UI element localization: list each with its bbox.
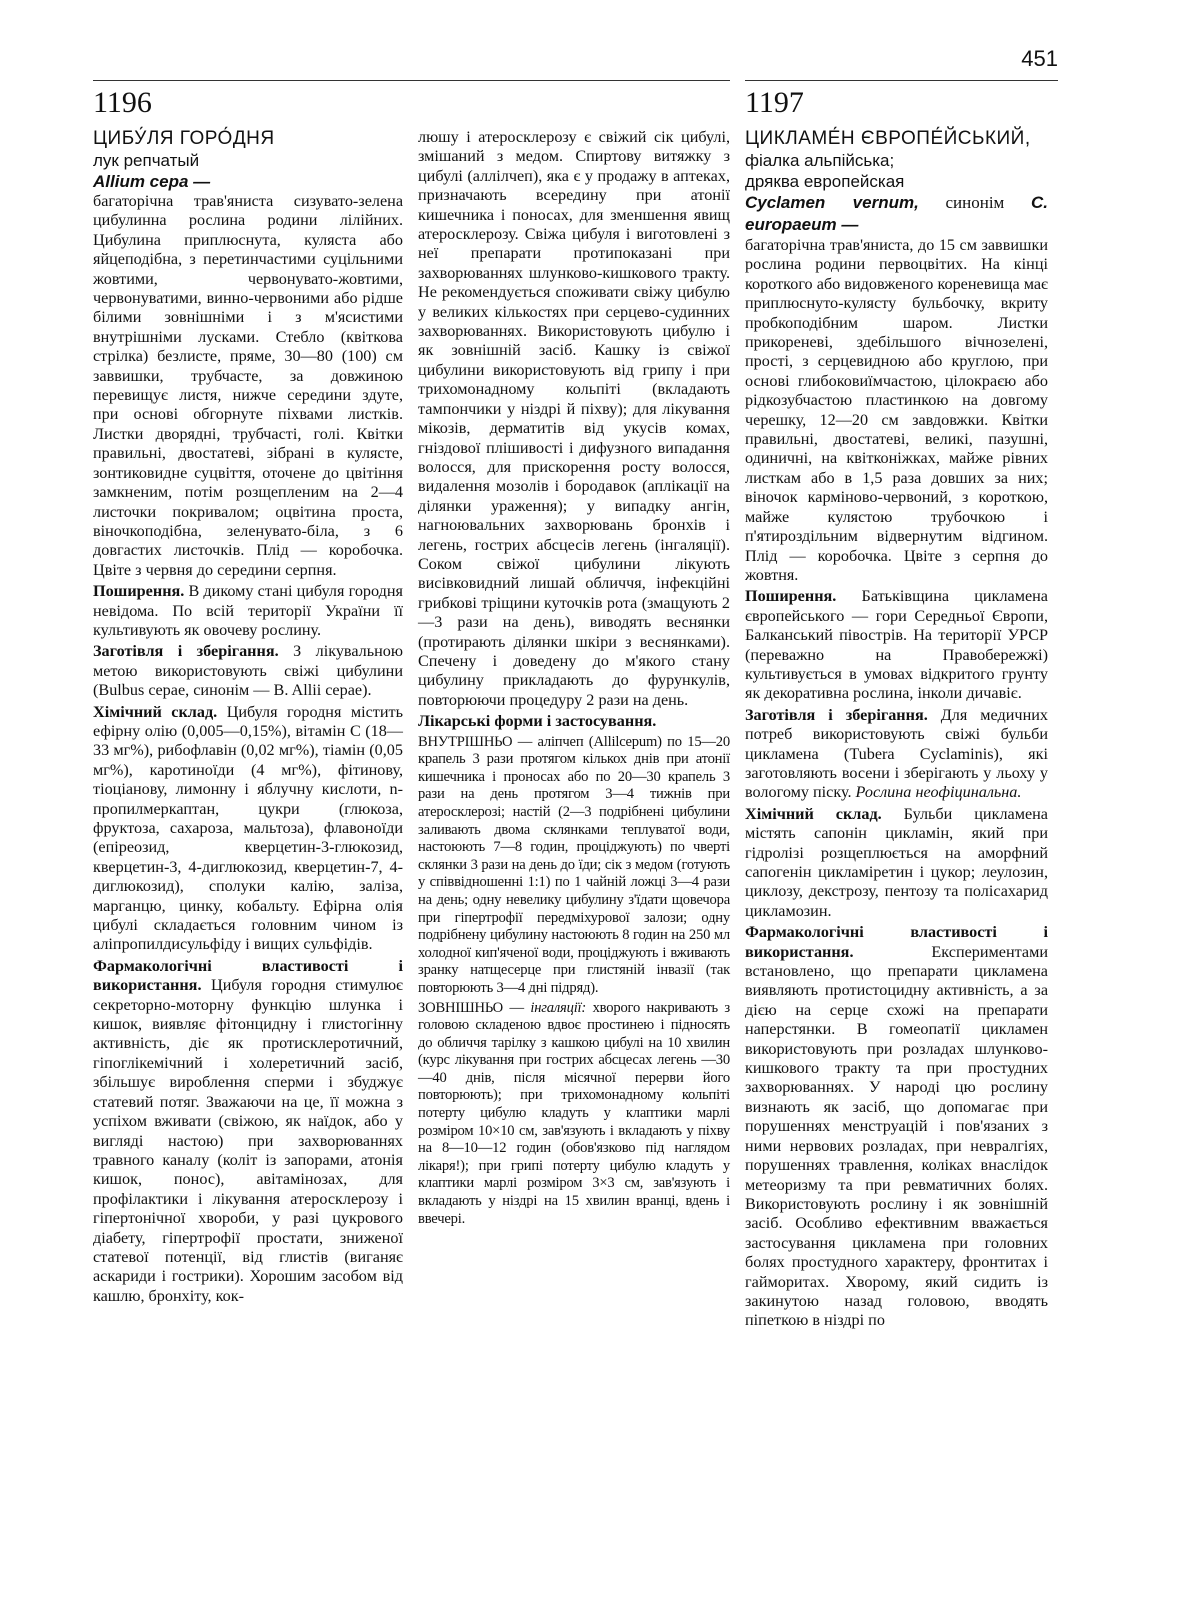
section-text: Цибуля городня стимулює секреторно-моторну функцію шлунка і кишок, виявляє фітонцидну і глистогінну активність, діє як протисклеротичний, гіпоглікемічний і холеретичний засіб, збільшує вироблення сперми і збуджує статевий потяг. Зважаючи на це, її можна з успіхом вживати (свіжою, як наїдок, або у вигляді настою) при захворюваннях травного каналу (коліт із запорами, атонія кишок, понос), авітамінозах, для профілактики і лікування атеросклерозу і гіпертонічної хвороби, у разі цукрового діабету, гіпертрофії простати, зниженої статевої потенції, від глистів (виганяє аскариди і гострики). Хорошим засобом від кашлю, бронхіту, кок- xyxy=(93,976,403,1305)
entry-number-right: 1197 xyxy=(745,86,804,119)
section-heading: Хімічний склад. xyxy=(745,804,882,823)
section-text: Цибуля городня містить ефірну олію (0,005—0,15%), вітамін С (18—33 мг%), рибофлавін (0,02 мг%), тіамін (0,05 мг%), каротиноїди (4 мг%), фітинову, тіоціанову, лимонну і яблучну кислоти, n-пропилмеркаптан, цукри (глюкоза, фруктоза, сахароза, мальтоза), флавоноїди (епіреозид, кверцетин-3-глюкозид, кверцетин-3, 4-диглюкозид, кверцетин-7, 4-диглюкозид), сполуки калію, заліза, марганцю, цинку, кобальту. Ефірна олія цибулі складається головним чином із аліпропилдисульфіду і вищих сульфідів. xyxy=(93,702,404,954)
latin-name: Cyclamen vernum, xyxy=(745,193,919,212)
chemistry-paragraph xyxy=(93,703,403,955)
header-rule-right xyxy=(745,80,1058,81)
section-heading: Заготівля і зберігання. xyxy=(745,705,928,724)
section-text: В дикому стані цибуля городня невідома. По всій території України її культивують як овочеву рослину. xyxy=(93,582,403,639)
section-heading: Поширення. xyxy=(745,587,837,606)
description-paragraph: багаторічна трав'яниста сизувато-зелена цибулинна рослина родини лілійних. Цибулина приплюснута, куляста або яйцеподібна, з перетинчастими суцільними жовтими, червонувато-жовтими, червонуватими, винно-червоними або рідше білими зовнішніми і з м'ясистими внутрішніми лусками. Стебло (квіткова стрілка) безлисте, пряме, 30—80 (100) см заввишки, трубчасте, за довжиною перевищує листя, нижче середини здуте, при основі обгорнуте піхвами листків. Листки дворядні, трубчасті, голі. Квітки правильні, двостатеві, зібрані в кулясте, зонтиковидне суцвіття, оточене до цвітіння замкненим, потім розщепленим на 2—4 листочки покривалом; оцвітина проста, віночкоподібна, зеленувато-біла, з 6 довгастих листочків. Плід — коробочка. Цвіте з червня до середини серпня. xyxy=(93,192,403,579)
latin-synonym: C. europaeum — xyxy=(745,193,1049,234)
harvest-paragraph xyxy=(745,706,1048,803)
russian-name: дряква европейская xyxy=(745,172,905,191)
page-number: 451 xyxy=(1021,46,1058,71)
forms-heading: Лікарські форми і застосування. xyxy=(418,712,657,731)
pharmacology-paragraph xyxy=(93,957,403,1306)
section-text: Бульби цикламена містять сапонін цикламін, який при гідролізі розщеплюється на аморфний сапогенін цикламіретин і цукор; леулозин, циклозу, декстрозу, пентозу та полісахарид цикламозин. xyxy=(745,804,1048,920)
entry-title: ЦИБУ́ЛЯ ГОРО́ДНЯ xyxy=(93,128,275,149)
external-use-text: хворого накривають з головою складеною вдвоє простинею і підносять до обличчя тарілку з кашкою цибулі на 10 хвилин (курс лікування при гострих абсцесах легень —30—40 днів, після місячної перерви його повторюють); при трихомонадному кольпіті потерту цибулю кладуть у клаптики марлі розміром 10×10 см, зав'язують і вкладають у піхву на 8—10—12 годин (обов'язково під наглядом лікаря!); при грипі потерту цибулю кладуть у клаптики марлі розміром 3×3 см, зав'язують і вкладають у ніздрі на 15 хвилин вранці, вдень і ввечері. xyxy=(418,999,730,1227)
pharmacology-paragraph xyxy=(745,923,1048,1331)
column-2 xyxy=(418,128,730,1228)
synonym-word: синонім xyxy=(945,193,1005,212)
description-paragraph: багаторічна трав'яниста, до 15 см заввишки рослина родини первоцвітих. На кінці короткого або видовженого кореневища має приплюснуто-кулясту бульбочку, вкриту пробкоподібним шаром. Листки прикореневі, здебільшого вічнозелені, прості, з серцевидною або круглою, при основі глибоковиїмчастою, цілокраєю або рідкозубчастою пластинкою на довгому черешку, 12—20 см завдовжки. Квітки правильні, двостатеві, великі, пазушні, одиничні, на квітконіжках, майже рівних листкам або в 1,5 раза довших за них; віночок карміново-червоний, з короткою, майже кулястою трубочкою і п'ятироздільним відвернутим відгином. Плід — коробочка. Цвіте з серпня до жовтня. xyxy=(745,236,1048,584)
external-use-sublabel: інгаляції: xyxy=(530,999,587,1016)
section-text: Для медичних потреб використовують свіжі бульби цикламена (Tubera Cyclaminis), які заготовляють восени і зберігають у льоху у вологому піску. xyxy=(745,705,1048,802)
section-text: З лікувальною метою використовують свіжі цибулини (Bulbus cepae, синонім — B. Allii cepae). xyxy=(93,642,403,700)
section-heading: Фармакологічні властивості і використання. xyxy=(93,956,403,995)
entry-title: ЦИКЛАМЕ́Н ЄВРОПЕ́ЙСЬКИЙ, xyxy=(745,128,1031,149)
chemistry-paragraph xyxy=(745,805,1048,921)
latin-name-line xyxy=(745,192,1048,236)
internal-use-label: ВНУТРІШНЬО xyxy=(418,733,513,750)
internal-use-paragraph xyxy=(418,734,730,998)
section-text: Експериментами встановлено, що препарати цикламена виявляють протистоцидну активність, а за дією на серце схожі на препарати наперстянки. В гомеопатії цикламен використовують при розладах шлунково-кишкового тракту та при простудних захворюваннях. У народі цю рослину визнають як засіб, що допомагає при порушеннях менструацій і пов'язаних з ними нервових розладах, при невралгіях, порушеннях травлення, коліках внаслідок метеоризму та при ревматичних болях. Використовують рослину і як зовнішній засіб. Особливо ефективним вважається застосування цикламена при головних болях простудного характеру, фронтитах і гайморитах. Хворому, який сидить із закинутою назад головою, вводять піпеткою в ніздрі по xyxy=(745,942,1048,1330)
external-use-label: ЗОВНІШНЬО — xyxy=(418,999,524,1016)
distribution-paragraph xyxy=(745,587,1048,703)
entry-number-left: 1196 xyxy=(93,86,152,119)
russian-name: лук репчатый xyxy=(93,151,200,170)
section-heading: Поширення. xyxy=(93,582,185,601)
section-heading: Хімічний склад. xyxy=(93,702,218,721)
latin-name: Allium cepa — xyxy=(93,172,211,191)
distribution-paragraph xyxy=(93,582,403,640)
section-heading: Фармакологічні властивості і використання. xyxy=(745,923,1048,961)
internal-use-text: — аліпчеп (Allilcepum) по 15—20 крапель 3 рази протягом кількох днів при атонії кишечника і проносах або по 20—30 крапель 3 рази на день протягом 3—4 тижнів при атеросклерозі; настій (2—3 подрібнені цибулини заливають двома склянками теплуватої води, настоюють 7—8 годин, проціджують) по чверті склянки 3 рази на день до їди; сік з медом (готують у співвідношенні 1:1) по 1 чайній ложці 3—4 рази на день; одну невелику цибулину з'їдати щовечора при гіпертрофії передміхурової залози; одну подрібнену цибулину настоюють 8 годин на 250 мл холодної кип'яченої води, проціджують і вживають зранку натщесерце при глистяній інвазії (так повторюють 3—4 дні підряд). xyxy=(418,733,730,996)
external-use-paragraph xyxy=(418,1000,730,1229)
harvest-paragraph xyxy=(93,642,403,700)
section-heading: Заготівля і зберігання. xyxy=(93,642,279,661)
section-note: Рослина неофіцинальна. xyxy=(855,783,1022,802)
column-3 xyxy=(745,128,1048,1331)
ukrainian-alt-name: фіалка альпійська; xyxy=(745,151,895,170)
continuation-paragraph: люшу і атеросклерозу є свіжий сік цибулі, змішаний з медом. Спиртову витяжку з цибулі (аллілчеп), яка є у продажу в аптеках, призначають всередину при атонії кишечника і поносах, для зменшення явищ атеросклерозу. Свіжа цибуля і виготовлені з неї препарати протипоказані при захворюваннях шлунково-кишкового тракту. Не рекомендується споживати свіжу цибулю у великих кількостях при серцево-судинних захворюваннях. Використовують цибулю і як зовнішній засіб. Кашку із свіжої цибулини використовують від грипу і при трихомонадному кольпіті (вкладають тампончики у ніздрі й піхву); для лікування мікозів, дерматитів від укусів комах, гніздової плішивості і дифузного випадання волосся, для прискорення росту волосся, видалення мозолів і бородавок (аплікації на ділянки ураження); у випадку ангін, нагноювальних захворювань бронхів і легень, гострих абсцесів легень (інгаляції). Соком свіжої цибулини лікують висівковидний лишай обличчя, інфекційні грибкові тріщини куточків рота (змащують 2—3 рази на день), виводять веснянки (протирають ділянки шкіри з веснянками). Спечену і доведену до м'якого стану цибулину прикладають до фурункулів, повторюючи процедуру 2 рази на день. xyxy=(418,128,730,709)
section-text: Батьківщина цикламена європейського — гори Середньої Європи, Балканський півострів. На території УРСР (переважно на Правобережжі) культивується в умовах відкритого грунту як декоративна рослина, інколи дичавіє. xyxy=(745,587,1048,703)
column-1 xyxy=(93,128,403,1306)
header-rule-left xyxy=(93,80,730,81)
